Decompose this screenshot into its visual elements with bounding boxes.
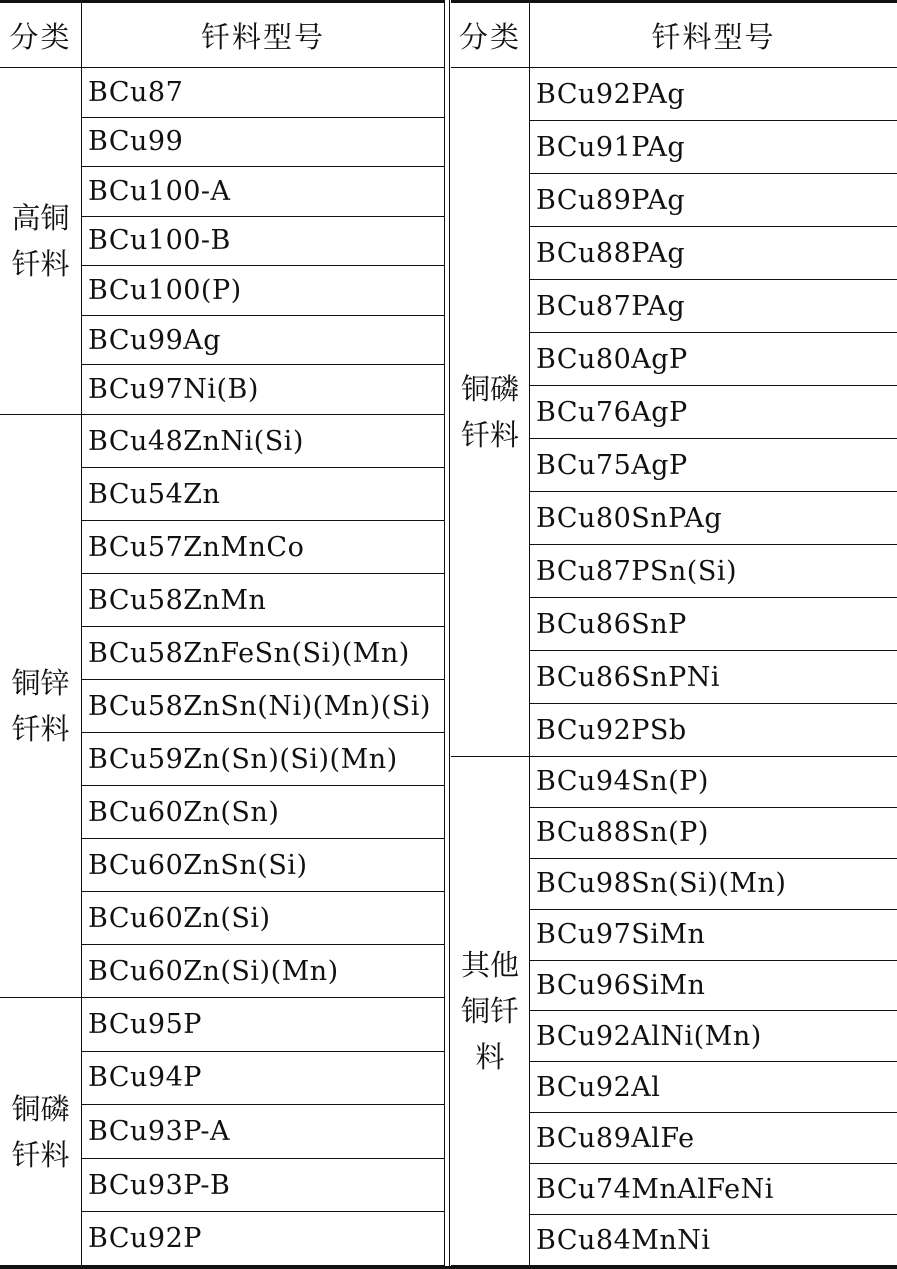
header-model: 钎料型号 [200, 19, 325, 54]
table-row: BCu58ZnFeSn(Si)(Mn) [82, 627, 444, 680]
table-row: BCu60Zn(Si)(Mn) [82, 945, 444, 998]
table-row: BCu98Sn(Si)(Mn) [530, 859, 897, 910]
header-category: 分类 [0, 3, 82, 67]
table-row: BCu80SnPAg [530, 492, 897, 545]
table-row: BCu57ZnMnCo [82, 521, 444, 574]
table-row: BCu91PAg [530, 121, 897, 174]
table-row: BCu97Ni(B) [82, 365, 444, 415]
table-row: BCu96SiMn [530, 961, 897, 1012]
table-row: BCu92P [82, 1212, 444, 1266]
table-row: BCu95P [82, 998, 444, 1052]
table-header [451, 0, 897, 68]
table-row: BCu59Zn(Sn)(Si)(Mn) [82, 733, 444, 786]
table-row: BCu87PAg [530, 280, 897, 333]
category-label: 其他铜钎料 [460, 948, 519, 1074]
table-row: BCu99Ag [82, 316, 444, 366]
category-label: 高铜钎料 [11, 201, 70, 281]
table-row: BCu93P-A [82, 1105, 444, 1159]
category-label: 铜锌钎料 [11, 666, 70, 746]
table-row: BCu87PSn(Si) [530, 545, 897, 598]
table-row: BCu75AgP [530, 439, 897, 492]
table-row: BCu48ZnNi(Si) [82, 415, 444, 468]
table-row: BCu99 [82, 118, 444, 168]
table-row: BCu94P [82, 1052, 444, 1106]
column-divider [444, 0, 445, 1269]
category-cell [451, 68, 530, 757]
table-row: BCu84MnNi [530, 1215, 897, 1266]
table-row: BCu89PAg [530, 174, 897, 227]
table-row: BCu93P-B [82, 1159, 444, 1213]
table-row: BCu58ZnSn(Ni)(Mn)(Si) [82, 680, 444, 733]
table-row: BCu86SnP [530, 598, 897, 651]
table-row: BCu100(P) [82, 266, 444, 316]
table-row: BCu100-B [82, 217, 444, 267]
table-row: BCu92PAg [530, 68, 897, 121]
table-row: BCu60ZnSn(Si) [82, 839, 444, 892]
category-cell [451, 757, 530, 1266]
table-row: BCu74MnAlFeNi [530, 1164, 897, 1215]
header-category: 分类 [451, 3, 530, 67]
table-header [0, 0, 444, 68]
category-label: 铜磷钎料 [460, 372, 519, 452]
table-row: BCu92Al [530, 1062, 897, 1113]
table-row: BCu54Zn [82, 468, 444, 521]
category-label: 铜磷钎料 [11, 1091, 70, 1172]
category-cell [0, 415, 82, 998]
table-row: BCu58ZnMn [82, 574, 444, 627]
table-row: BCu88PAg [530, 227, 897, 280]
category-cell [0, 998, 82, 1266]
category-cell [0, 68, 82, 415]
table-row: BCu94Sn(P) [530, 757, 897, 808]
table-row: BCu87 [82, 68, 444, 118]
table-row: BCu76AgP [530, 386, 897, 439]
table-row: BCu86SnPNi [530, 651, 897, 704]
table-row: BCu92PSb [530, 704, 897, 757]
table-row: BCu97SiMn [530, 910, 897, 961]
column-divider [449, 0, 450, 1269]
table-row: BCu60Zn(Si) [82, 892, 444, 945]
table-row: BCu92AlNi(Mn) [530, 1012, 897, 1063]
table-row: BCu60Zn(Sn) [82, 786, 444, 839]
table-row: BCu80AgP [530, 333, 897, 386]
table-row: BCu89AlFe [530, 1113, 897, 1164]
table-row: BCu88Sn(P) [530, 808, 897, 859]
header-model: 钎料型号 [651, 19, 776, 54]
table-row: BCu100-A [82, 167, 444, 217]
